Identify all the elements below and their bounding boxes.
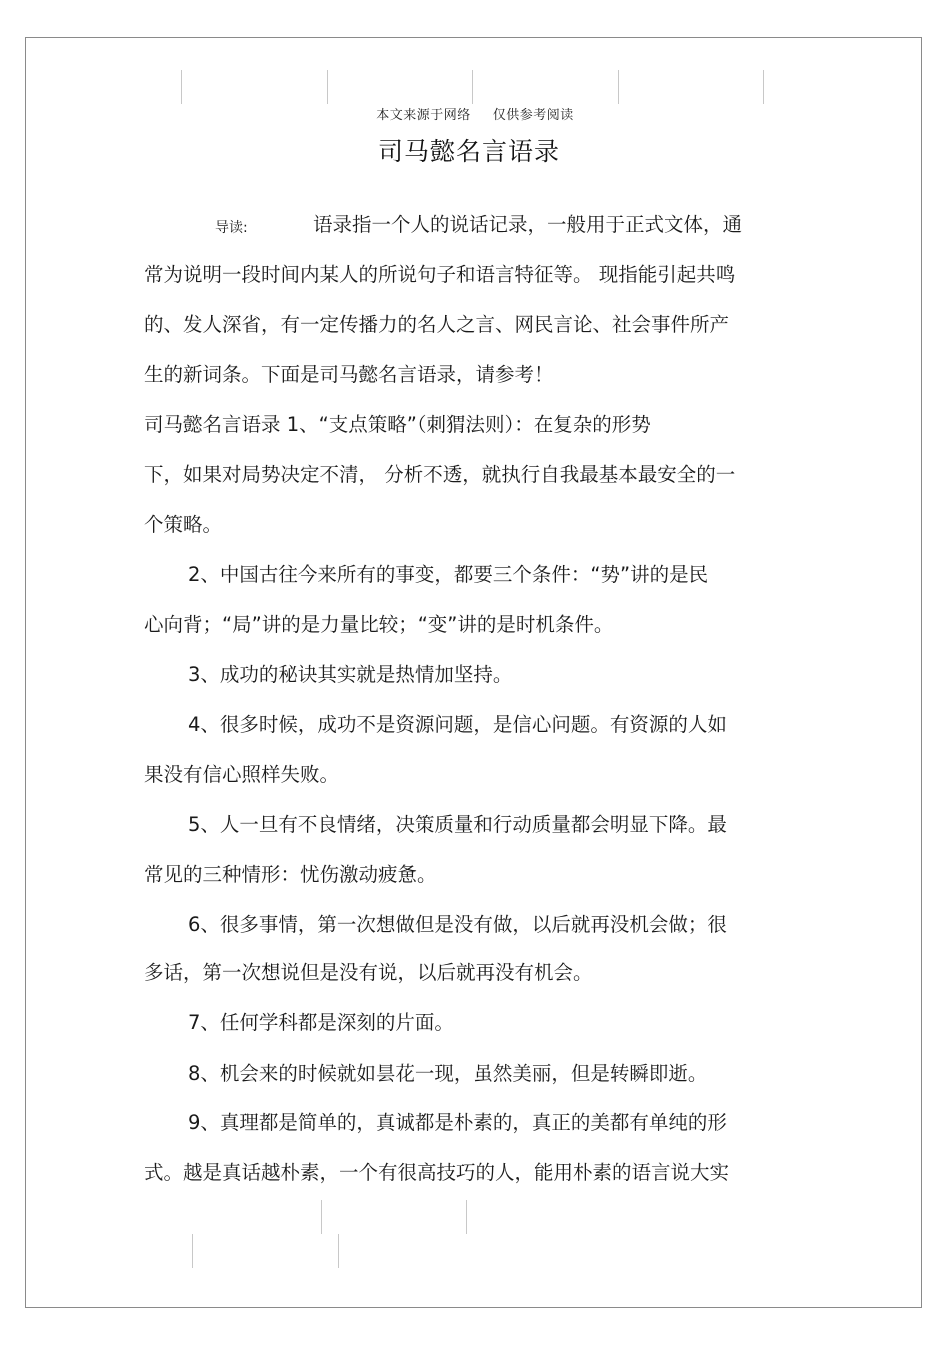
intro-line: 语录指一个人的说话记录，一般用于正式文体，通	[313, 213, 743, 236]
decor-tick	[321, 1200, 322, 1234]
intro-line: 的、发人深省，有一定传播力的名人之言、网民言论、社会事件所产	[144, 313, 730, 336]
intro-line: 生的新词条。下面是司马懿名言语录，请参考！	[144, 363, 554, 386]
body-line: 8、机会来的时候就如昙花一现，虽然美丽，但是转瞬即逝。	[188, 1062, 708, 1085]
decor-tick	[472, 70, 473, 104]
body-line: 9、真理都是简单的，真诚都是朴素的，真正的美都有单纯的形	[188, 1111, 727, 1134]
body-line: 6、很多事情，第一次想做但是没有做，以后就再没机会做；很	[188, 913, 727, 936]
decor-tick	[466, 1200, 467, 1234]
body-line: 多话，第一次想说但是没有说，以后就再没有机会。	[144, 961, 593, 984]
intro-line: 常为说明一段时间内某人的所说句子和语言特征等。 现指能引起共鸣	[144, 263, 736, 286]
body-line: 2、中国古往今来所有的事变，都要三个条件：“势”讲的是民	[188, 563, 709, 586]
body-line: 式。越是真话越朴素，一个有很高技巧的人，能用朴素的语言说大实	[144, 1161, 730, 1184]
body-line: 7、任何学科都是深刻的片面。	[188, 1011, 454, 1034]
body-line: 果没有信心照样失败。	[144, 763, 340, 786]
header-note	[0, 104, 950, 123]
page-title: 司马懿名言语录	[377, 137, 560, 166]
decor-tick	[763, 70, 764, 104]
body-line: 常见的三种情形：忧伤激动疲惫。	[144, 863, 437, 886]
body-line: 4、很多时候，成功不是资源问题，是信心问题。有资源的人如	[188, 713, 727, 736]
body-line: 司马懿名言语录 1、“支点策略”（刺猬法则）：在复杂的形势	[144, 413, 651, 436]
decor-tick	[181, 70, 182, 104]
source-note: 本文来源于网络	[376, 108, 471, 123]
body-line: 3、成功的秘诀其实就是热情加坚持。	[188, 663, 513, 686]
body-line: 心向背；“局”讲的是力量比较；“变”讲的是时机条件。	[144, 613, 614, 636]
decor-tick	[327, 70, 328, 104]
decor-tick	[192, 1234, 193, 1268]
decor-tick	[618, 70, 619, 104]
reference-note: 仅供参考阅读	[492, 108, 574, 123]
body-line: 下，如果对局势决定不清， 分析不透，就执行自我最基本最安全的一	[144, 463, 736, 486]
decor-tick	[338, 1234, 339, 1268]
intro-label: 导读:	[215, 220, 248, 236]
body-line: 个策略。	[144, 513, 223, 536]
body-line: 5、人一旦有不良情绪，决策质量和行动质量都会明显下降。最	[188, 813, 727, 836]
